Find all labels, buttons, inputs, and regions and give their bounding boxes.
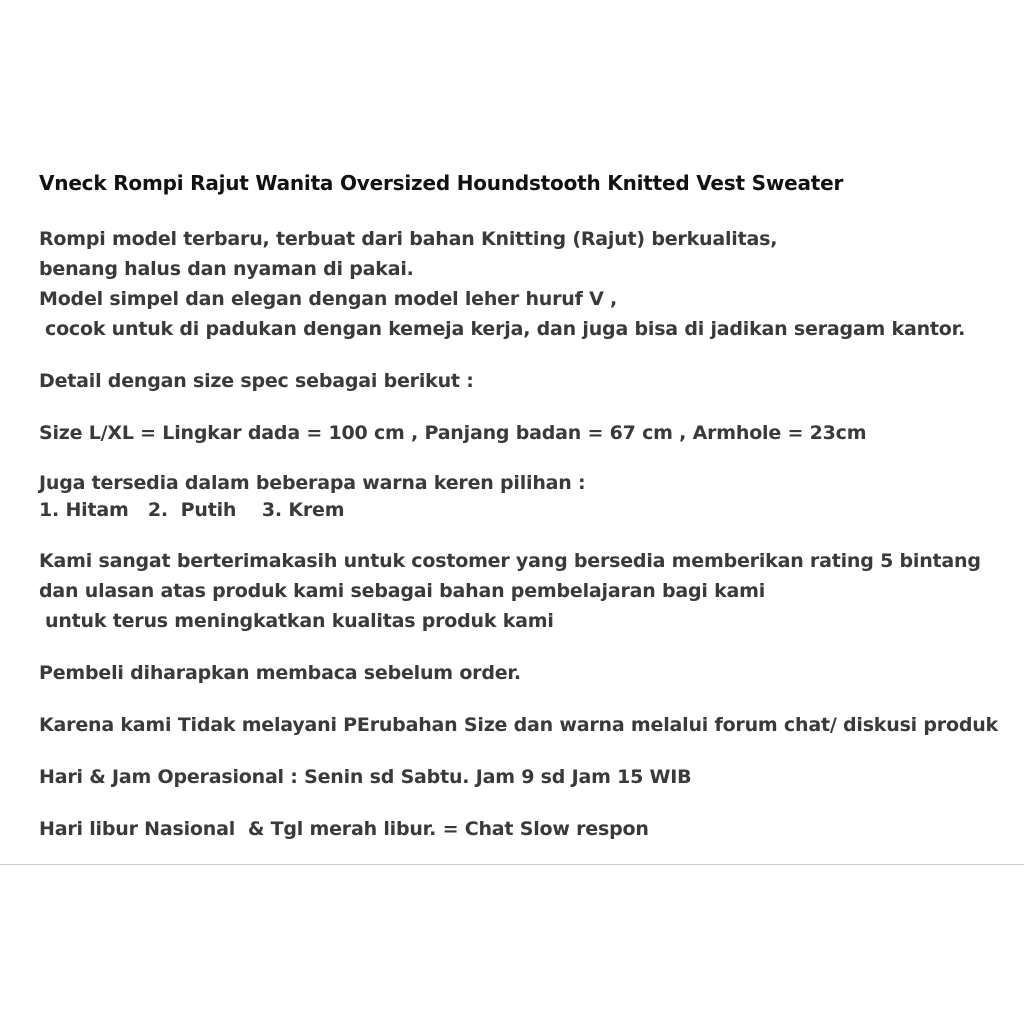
spacer <box>39 688 1014 710</box>
spacer <box>39 740 1014 762</box>
colors-list: 1. Hitam 2. Putih 3. Krem <box>39 499 345 521</box>
holiday-notice: Hari libur Nasional & Tgl merah libur. = Chat Slow respon <box>39 818 649 840</box>
product-title: Vneck Rompi Rajut Wanita Oversized Houndstooth Knitted Vest Sweater <box>39 171 844 195</box>
thanks-line-2: dan ulasan atas produk kami sebagai bahan pembelajaran bagi kami <box>39 580 766 602</box>
spacer <box>39 198 1014 224</box>
thanks-line-3: untuk terus meningkatkan kualitas produk kami <box>45 610 554 632</box>
thanks-line-1: Kami sangat berterimakasih untuk costomer yang bersedia memberikan rating 5 bintang <box>39 550 981 572</box>
detail-heading: Detail dengan size spec sebagai berikut : <box>39 370 474 392</box>
description-line-2: benang halus dan nyaman di pakai. <box>39 258 414 280</box>
size-spec: Size L/XL = Lingkar dada = 100 cm , Panjang badan = 67 cm , Armhole = 23cm <box>39 422 867 444</box>
document-body <box>39 168 1014 844</box>
spacer <box>39 344 1014 366</box>
spacer <box>39 524 1014 546</box>
order-notice: Pembeli diharapkan membaca sebelum order. <box>39 662 521 684</box>
page-divider <box>0 864 1024 865</box>
description-line-4: cocok untuk di padukan dengan kemeja kerja, dan juga bisa di jadikan seragam kantor. <box>45 318 966 340</box>
spacer <box>39 396 1014 418</box>
spacer <box>39 636 1014 658</box>
no-change-policy: Karena kami Tidak melayani PErubahan Size dan warna melalui forum chat/ diskusi produk <box>39 714 998 736</box>
description-line-3: Model simpel dan elegan dengan model leher huruf V , <box>39 288 618 310</box>
spacer <box>39 448 1014 470</box>
operating-hours: Hari & Jam Operasional : Senin sd Sabtu. Jam 9 sd Jam 15 WIB <box>39 766 692 788</box>
description-line-1: Rompi model terbaru, terbuat dari bahan Knitting (Rajut) berkualitas, <box>39 228 778 250</box>
spacer <box>39 792 1014 814</box>
colors-intro: Juga tersedia dalam beberapa warna keren pilihan : <box>39 472 586 494</box>
